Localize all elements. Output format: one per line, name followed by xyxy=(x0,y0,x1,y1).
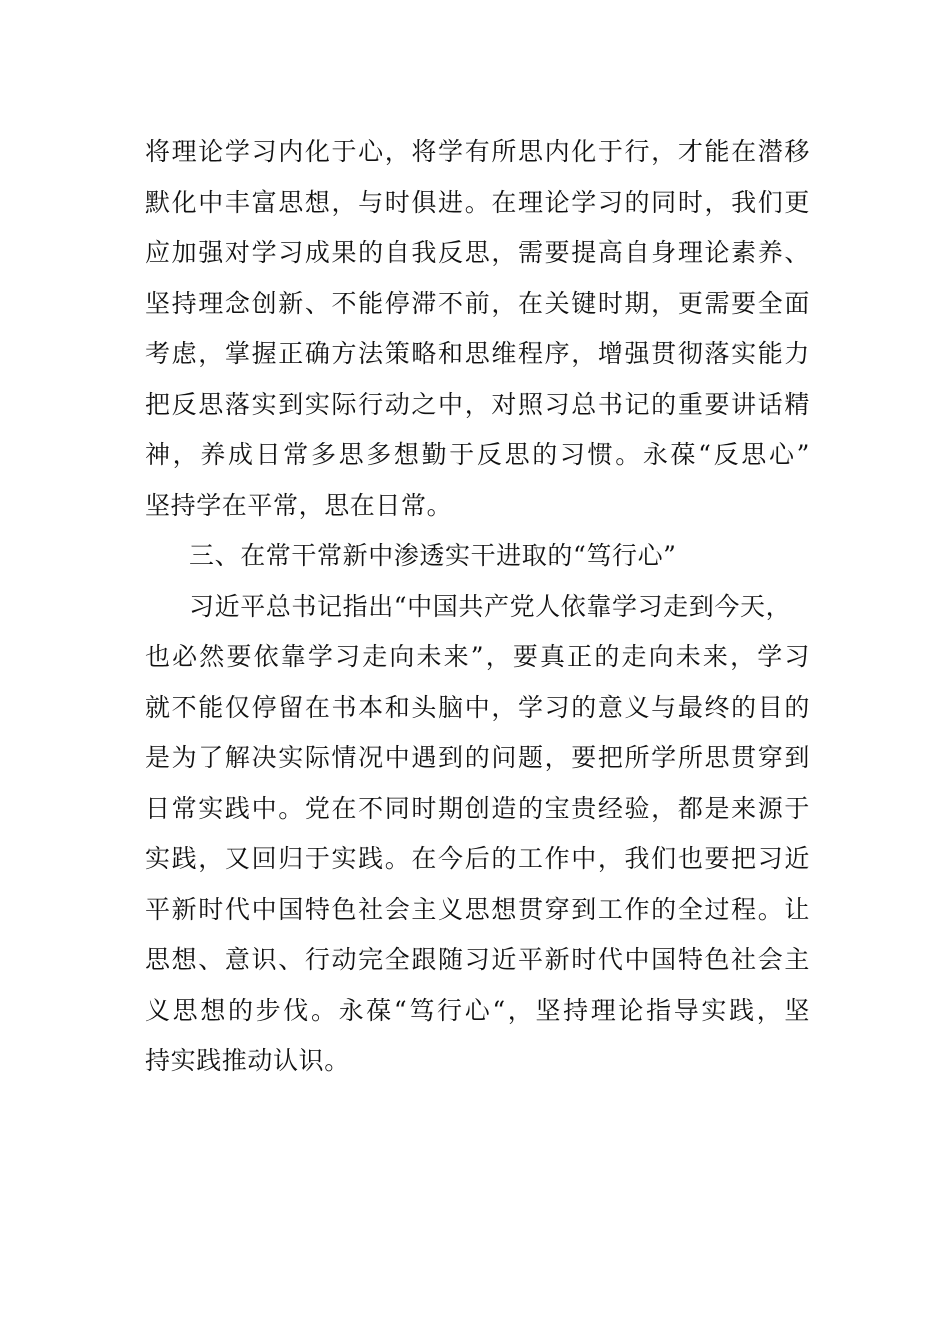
text-line: 就不能仅停留在书本和头脑中，学习的意义与最终的目的 xyxy=(145,692,810,722)
text-line: 是为了解决实际情况中遇到的问题，要把所学所思贯穿到 xyxy=(145,743,810,772)
text-line: 习近平总书记指出“中国共产党人依靠学习走到今天， xyxy=(189,591,792,621)
text-line: 考虑，掌握正确方法策略和思维程序，增强贯彻落实能力 xyxy=(145,339,810,368)
text-line: 将理论学习内化于心，将学有所思内化于行，才能在潜移 xyxy=(145,137,810,166)
body-text xyxy=(145,127,810,1087)
text-line: 实践，又回归于实践。在今后的工作中，我们也要把习近 xyxy=(145,844,810,873)
text-line: 坚持理念创新、不能停滞不前，在关键时期，更需要全面 xyxy=(145,288,810,318)
text-line: 应加强对学习成果的自我反思，需要提高自身理论素养、 xyxy=(145,238,810,267)
text-line: 持实践推动认识。 xyxy=(145,1046,350,1075)
text-line: 坚持学在平常，思在日常。 xyxy=(145,490,453,520)
text-line: 神，养成日常多思多想勤于反思的习惯。永葆“反思心” xyxy=(145,440,810,469)
text-line: 义思想的步伐。永葆“笃行心“，坚持理论指导实践，坚 xyxy=(145,995,810,1025)
section-heading: 三、在常干常新中渗透实干进取的“笃行心” xyxy=(189,541,677,570)
text-line: 也必然要依靠学习走向未来”，要真正的走向未来，学习 xyxy=(145,642,810,671)
text-line: 思想、意识、行动完全跟随习近平新时代中国特色社会主 xyxy=(145,945,810,974)
text-line: 默化中丰富思想，与时俱进。在理论学习的同时，我们更 xyxy=(145,187,810,217)
text-line: 把反思落实到实际行动之中，对照习总书记的重要讲话精 xyxy=(145,389,810,419)
text-line: 日常实践中。党在不同时期创造的宝贵经验，都是来源于 xyxy=(145,793,810,823)
text-line: 平新时代中国特色社会主义思想贯穿到工作的全过程。让 xyxy=(145,894,810,924)
